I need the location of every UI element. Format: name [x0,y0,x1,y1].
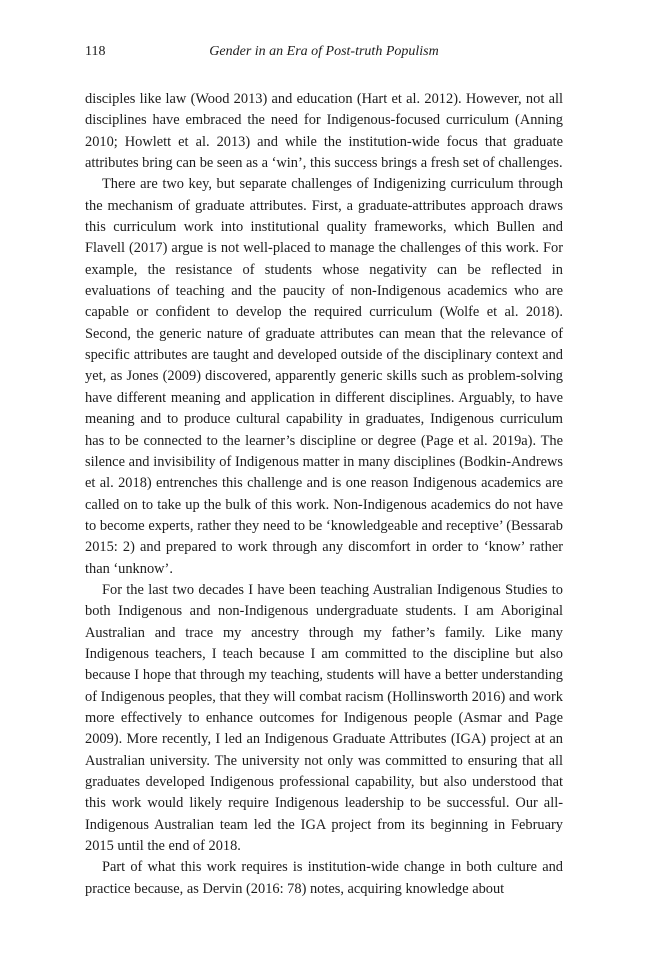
paragraph: There are two key, but separate challenges of Indigenizing curriculum through the mechanism of graduate attributes. First, a graduate-attributes approach draws this curriculum work into institutional quality frameworks, which Bullen and Flavell (2017) argue is not well-placed to manage the challenges of this work. For example, the resistance of students whose negativity can be reflected in evaluations of teaching and the paucity of non-Indigenous academics who are capable or confident to develop the required curriculum (Wolfe et al. 2018). Second, the generic nature of graduate attributes can mean that the relevance of specific attributes are taught and developed outside of the disciplinary context and yet, as Jones (2009) discovered, apparently generic skills such as problem-solving have different meaning and application in different disciplines. Arguably, to have meaning and to produce cultural capability in graduates, Indigenous curriculum has to be connected to the learner’s discipline or degree (Page et al. 2019a). The silence and invisibility of Indigenous matter in many disciplines (Bodkin-Andrews et al. 2018) entrenches this challenge and is one reason Indigenous academics are called on to take up the bulk of this work. Non-Indigenous academics do not have to become experts, rather they need to be ‘knowledgeable and receptive’ (Bessarab 2015: 2) and prepared to work through any discomfort in order to ‘know’ rather than ‘unknow’. [85,176,563,577]
paragraph: Part of what this work requires is institution-wide change in both culture and practice because, as Dervin (2016: 78) notes, acquiring knowledge about [85,859,563,897]
page-number: 118 [85,44,106,59]
running-title: Gender in an Era of Post-truth Populism [209,44,439,59]
paragraph: For the last two decades I have been teaching Australian Indigenous Studies to both Indigenous and non-Indigenous undergraduate students. I am Aboriginal Australian and trace my ancestry through my father’s family. Like many Indigenous teachers, I teach because I am committed to the discipline but also because I hope that through my teaching, students will have a better understanding of Indigenous peoples, that they will combat racism (Hollinsworth 2016) and work more effectively to enhance outcomes for Indigenous people (Asmar and Page 2009). More recently, I led an Indigenous Graduate Attributes (IGA) project at an Australian university. The university not only was committed to ensuring that all graduates developed Indigenous professional capability, but also understood that this work would likely require Indigenous leadership to be successful. Our all-Indigenous Australian team led the IGA project from its beginning in February 2015 until the end of 2018. [85,581,563,855]
running-head [85,44,563,64]
paragraph-continued: disciples like law (Wood 2013) and education (Hart et al. 2012). However, not all disciplines have embraced the need for Indigenous-focused curriculum (Anning 2010; Howlett et al. 2013) and while the institution-wide focus that graduate attributes bring can be seen as a ‘win’, this success brings a fresh set of challenges. [85,91,563,172]
body-text [85,89,563,900]
